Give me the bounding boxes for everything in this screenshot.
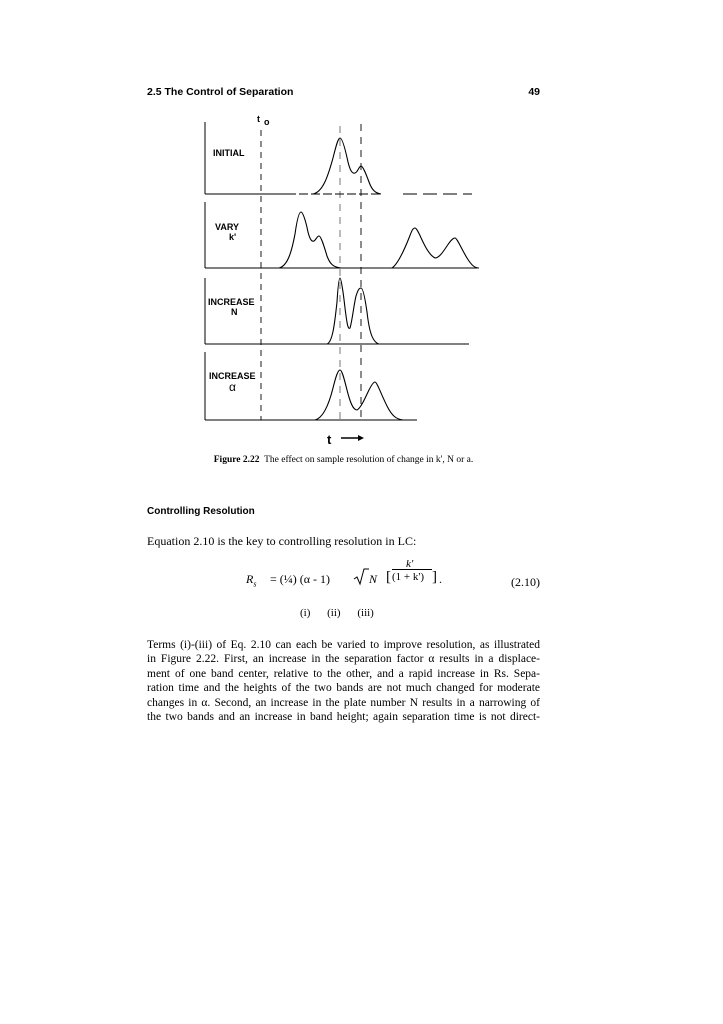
equation-number: (2.10) xyxy=(511,575,540,589)
panel-initial-peaks xyxy=(313,138,381,194)
page-number: 49 xyxy=(528,86,540,98)
intro-paragraph: Equation 2.10 is the key to controlling resolution in LC: xyxy=(147,534,417,548)
panel-vary-k-peaks-early xyxy=(279,212,341,268)
panel-vary-k-peaks-late xyxy=(392,228,479,268)
equation-rhs-factor: = (¼) (α - 1) xyxy=(270,572,331,586)
body-line: changes in α. Second, an increase in the plate number N results in a narrowing of xyxy=(147,696,540,709)
equation-lhs-subscript: s xyxy=(253,579,257,589)
body-paragraph xyxy=(147,638,540,724)
equation-period: . xyxy=(439,572,442,586)
panel-increase-n-peaks xyxy=(327,278,379,344)
resolution-figure xyxy=(195,108,495,444)
equation-lhs-symbol: R xyxy=(246,572,254,586)
page-header xyxy=(147,86,540,102)
term-ii: (ii) xyxy=(327,607,341,619)
panel-vary-k xyxy=(205,202,479,268)
body-line: ment of one band center, relative to the other, and a rapid increase in Rs. Sepa- xyxy=(147,667,540,680)
time-axis-label: t xyxy=(327,432,332,444)
t0-label: t xyxy=(257,114,260,124)
equation-bracket-open: [ xyxy=(386,569,391,585)
section-title: 2.5 The Control of Separation xyxy=(147,86,294,98)
panel-increase-n-label-line2: N xyxy=(231,307,238,317)
term-i: (i) xyxy=(300,607,311,619)
caption-text: The effect on sample resolution of change in k', N or a. xyxy=(264,455,474,465)
time-axis-arrow-head xyxy=(358,435,364,441)
body-line: ration time and the heights of the two bands are not much changed for moderate xyxy=(147,682,540,695)
equation-denominator: (1 + k') xyxy=(392,571,425,583)
section-heading: Controlling Resolution xyxy=(147,506,255,517)
caption-number: Figure 2.22 xyxy=(213,455,260,465)
body-line: the two bands and an increase in band height; again separation time is not direct- xyxy=(147,711,540,724)
figure-caption xyxy=(147,455,540,465)
panel-initial-label: INITIAL xyxy=(213,148,245,158)
panel-increase-alpha-label-line1: INCREASE xyxy=(209,371,256,381)
equation-bracket-close: ] xyxy=(432,569,437,585)
panel-vary-k-label-line2: k' xyxy=(229,232,237,242)
equation-terms xyxy=(300,607,388,619)
equation-fraction-bar xyxy=(392,569,432,570)
panel-increase-n xyxy=(205,278,469,344)
panel-increase-alpha-label-line2: α xyxy=(229,380,236,394)
body-line: Terms (i)-(iii) of Eq. 2.10 can each be varied to improve resolution, as illustrated xyxy=(147,639,540,651)
panel-increase-alpha xyxy=(205,352,417,420)
panel-initial xyxy=(205,122,472,194)
panel-vary-k-label-line1: VARY xyxy=(215,222,240,232)
term-iii: (iii) xyxy=(357,607,374,619)
panel-increase-alpha-peaks xyxy=(315,370,403,420)
equation-plate-number: N xyxy=(369,572,378,586)
panel-increase-n-label-line1: INCREASE xyxy=(208,297,255,307)
equation-lhs xyxy=(246,572,256,588)
body-line: in Figure 2.22. First, an increase in the separation factor α results in a displace- xyxy=(147,653,540,666)
t0-subscript: o xyxy=(264,117,270,127)
equation-2-10 xyxy=(240,558,540,600)
equation-numerator: k' xyxy=(406,558,414,570)
sqrt-icon xyxy=(353,568,369,586)
